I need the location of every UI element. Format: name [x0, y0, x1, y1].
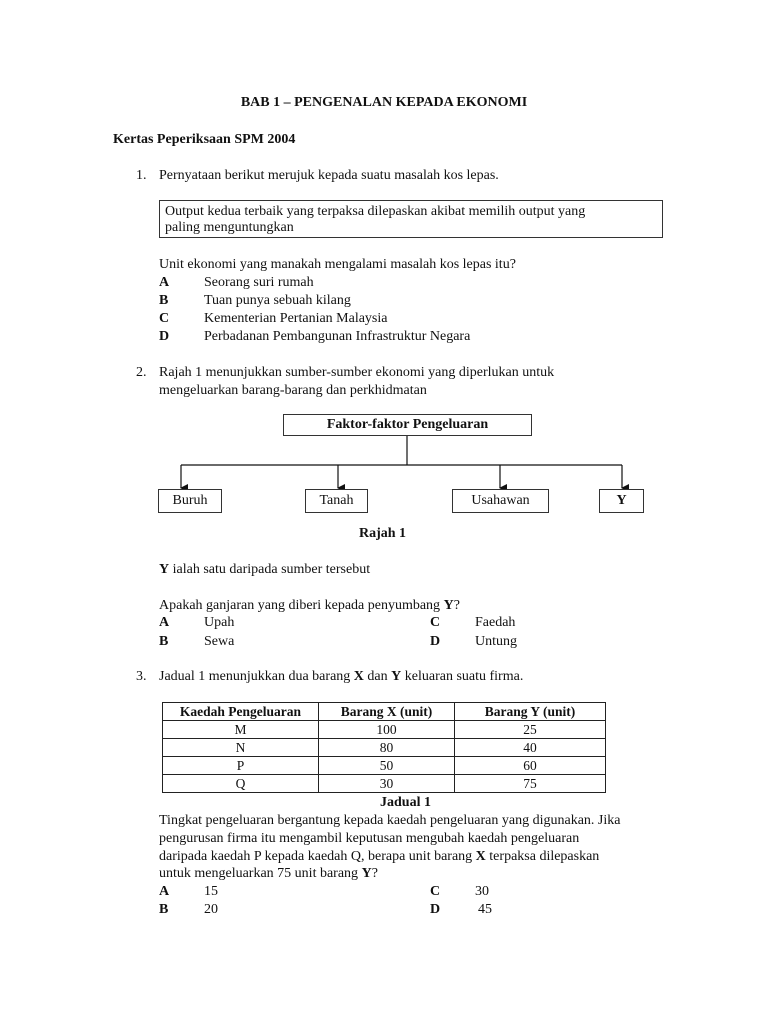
q3-text	[159, 668, 523, 686]
q3-option-b-letter: B	[159, 902, 169, 917]
q3-text-post: keluaran suatu firma.	[401, 669, 524, 684]
q2-text-line-2: mengeluarkan barang-barang dan perkhidmatan	[159, 383, 427, 398]
q3-para-line-3-post: terpaksa dilepaskan	[485, 849, 600, 864]
q3-option-a-text: 15	[204, 884, 218, 899]
q3-para-line-4-pre: untuk mengeluarkan 75 unit barang	[159, 866, 362, 881]
q1-option-c-letter: C	[159, 311, 170, 326]
table-row	[163, 721, 606, 739]
q1-option-b-text: Tuan punya sebuah kilang	[204, 293, 351, 308]
q1-option-d-letter: D	[159, 329, 170, 344]
q2-option-b-text: Sewa	[204, 634, 235, 649]
diagram-root-box: Faktor-faktor Pengeluaran	[283, 414, 532, 436]
page-title: BAB 1 – PENGENALAN KEPADA EKONOMI	[240, 95, 528, 110]
q3-para-line-1: Tingkat pengeluaran bergantung kepada kaedah pengeluaran yang digunakan. Jika	[159, 813, 621, 828]
diagram-child-y: Y	[599, 489, 644, 513]
q1-option-a-text: Seorang suri rumah	[204, 275, 314, 290]
q3-para-line-3	[159, 848, 599, 866]
q2-option-b-letter: B	[159, 634, 169, 649]
q1-option-a-letter: A	[159, 275, 170, 290]
q2-option-a-text: Upah	[204, 615, 235, 630]
q2-question	[159, 597, 460, 615]
table-caption: Jadual 1	[380, 795, 431, 810]
q2-statement	[159, 561, 370, 579]
q2-statement-y: Y	[159, 562, 170, 577]
table-cell: 50	[319, 757, 455, 775]
table-header-x: Barang X (unit)	[319, 703, 455, 721]
table-cell: P	[163, 757, 319, 775]
q1-question: Unit ekonomi yang manakah mengalami masalah kos lepas itu?	[159, 257, 516, 272]
q3-para-line-4-y: Y	[361, 866, 372, 881]
q3-option-b-text: 20	[204, 902, 218, 917]
q2-option-c-letter: C	[430, 615, 441, 630]
table-cell: 30	[319, 775, 455, 793]
table-cell: M	[163, 721, 319, 739]
q1-option-b-letter: B	[159, 293, 169, 308]
q1-number: 1.	[136, 168, 147, 183]
table-cell: 100	[319, 721, 455, 739]
q2-option-c-text: Faedah	[475, 615, 516, 630]
q3-option-c-text: 30	[475, 884, 489, 899]
table-cell: 60	[455, 757, 606, 775]
q2-option-a-letter: A	[159, 615, 170, 630]
q2-question-post: ?	[453, 598, 460, 613]
table-header-method: Kaedah Pengeluaran	[163, 703, 319, 721]
table-header-y: Barang Y (unit)	[455, 703, 606, 721]
table-cell: 80	[319, 739, 455, 757]
q3-text-mid: dan	[363, 669, 392, 684]
diagram-caption: Rajah 1	[359, 526, 407, 541]
q3-text-pre: Jadual 1 menunjukkan dua barang	[159, 669, 354, 684]
q3-para-line-3-x: X	[475, 849, 486, 864]
production-table	[162, 702, 606, 793]
q3-para-line-2: pengurusan firma itu mengambil keputusan mengubah kaedah pengeluaran	[159, 831, 580, 846]
table-header-row	[163, 703, 606, 721]
q2-number: 2.	[136, 365, 147, 380]
q3-para-line-4	[159, 865, 378, 883]
q3-text-y: Y	[391, 669, 402, 684]
diagram-child-buruh: Buruh	[158, 489, 222, 513]
q2-option-d-text: Untung	[475, 634, 517, 649]
q3-option-d-letter: D	[430, 902, 441, 917]
table-row	[163, 739, 606, 757]
table-cell: 75	[455, 775, 606, 793]
q3-text-x: X	[353, 669, 364, 684]
q3-option-c-letter: C	[430, 884, 441, 899]
q3-option-d-text: 45	[478, 902, 492, 917]
q3-number: 3.	[136, 669, 147, 684]
table-row	[163, 775, 606, 793]
q1-box-line-1: Output kedua terbaik yang terpaksa dilepaskan akibat memilih output yang	[165, 204, 586, 219]
diagram-child-usahawan: Usahawan	[452, 489, 549, 513]
exam-subtitle: Kertas Peperiksaan SPM 2004	[113, 132, 296, 147]
table-cell: Q	[163, 775, 319, 793]
table-cell: 25	[455, 721, 606, 739]
q3-option-a-letter: A	[159, 884, 170, 899]
q3-para-line-4-post: ?	[371, 866, 378, 881]
q1-text: Pernyataan berikut merujuk kepada suatu masalah kos lepas.	[159, 168, 499, 183]
q2-statement-rest: ialah satu daripada sumber tersebut	[169, 562, 371, 577]
table-cell: 40	[455, 739, 606, 757]
diagram-child-tanah: Tanah	[305, 489, 368, 513]
q3-para-line-3-pre: daripada kaedah P kepada kaedah Q, berapa unit barang	[159, 849, 476, 864]
q1-option-d-text: Perbadanan Pembangunan Infrastruktur Negara	[204, 329, 471, 344]
q2-text-line-1: Rajah 1 menunjukkan sumber-sumber ekonomi yang diperlukan untuk	[159, 365, 555, 380]
table-cell: N	[163, 739, 319, 757]
q1-box-line-2: paling menguntungkan	[165, 220, 294, 235]
q2-option-d-letter: D	[430, 634, 441, 649]
table-row	[163, 757, 606, 775]
q2-question-y: Y	[443, 598, 454, 613]
q2-question-pre: Apakah ganjaran yang diberi kepada penyumbang	[159, 598, 444, 613]
q1-option-c-text: Kementerian Pertanian Malaysia	[204, 311, 388, 326]
